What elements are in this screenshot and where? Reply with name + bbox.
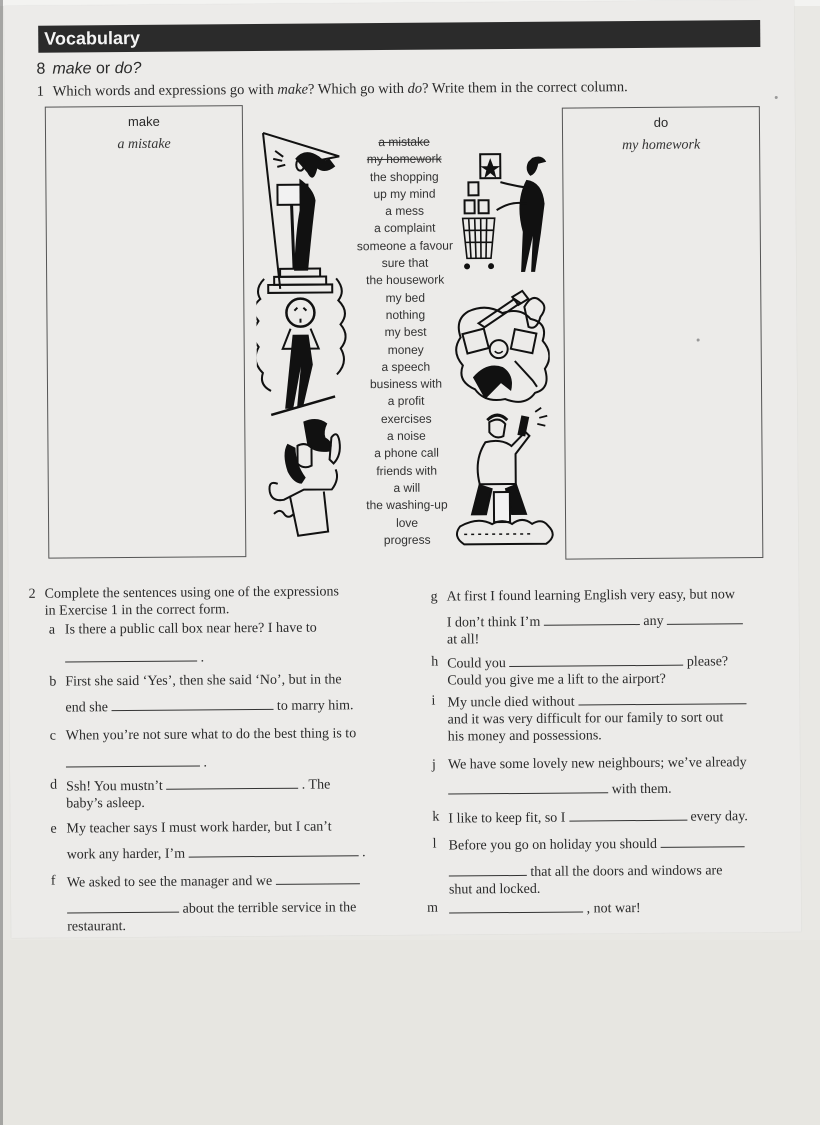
answer-blank-f2[interactable] xyxy=(67,899,179,914)
item-text: any xyxy=(643,613,664,629)
item-text: We asked to see the manager and we xyxy=(66,873,273,891)
expression-item[interactable]: nothing xyxy=(385,307,426,322)
item-text: his money and possessions. xyxy=(447,728,602,745)
item-label: a xyxy=(48,622,56,638)
expression-item[interactable]: my homework xyxy=(366,151,442,167)
item-label: l xyxy=(432,836,437,852)
item-text: shut and locked. xyxy=(448,881,541,898)
scan-speck xyxy=(697,339,700,342)
exercise-man-illustration xyxy=(449,402,560,553)
expression-word-list xyxy=(345,133,466,549)
expression-item[interactable]: a will xyxy=(393,480,421,495)
item-text: Is there a public call box near here? I have to xyxy=(64,620,317,638)
item-label: b xyxy=(49,674,57,690)
expression-item[interactable]: a mess xyxy=(385,203,425,219)
item-e xyxy=(50,818,366,863)
answer-blank-f1[interactable] xyxy=(276,870,360,885)
expression-item[interactable]: a phone call xyxy=(374,445,439,461)
item-i xyxy=(431,690,746,745)
item-text: My teacher says I must work harder, but I can’t xyxy=(66,819,332,837)
title-make: make xyxy=(52,60,92,78)
make-column-entry: a mistake xyxy=(117,136,171,153)
item-m xyxy=(427,898,641,919)
make-column-header: make xyxy=(127,113,160,130)
item-text: . xyxy=(362,845,366,861)
item-text: . The xyxy=(301,777,331,793)
item-text: I don’t think I’m xyxy=(446,614,541,631)
item-label: h xyxy=(431,654,439,670)
item-text: please? xyxy=(686,654,729,670)
item-text: about the terrible service in the xyxy=(182,900,357,917)
expression-item[interactable]: my best xyxy=(384,324,427,340)
exercise2-number: 2 xyxy=(28,586,36,602)
item-a xyxy=(48,620,317,668)
item-h xyxy=(431,651,729,689)
answer-blank-g2[interactable] xyxy=(667,610,743,625)
do-column-header: do xyxy=(653,114,669,130)
expression-item[interactable]: exercises xyxy=(380,411,432,426)
item-text: restaurant. xyxy=(67,919,126,935)
item-text: My uncle died without xyxy=(447,694,575,711)
answer-blank-k[interactable] xyxy=(569,807,687,822)
shopping-woman-illustration xyxy=(460,152,551,283)
expression-item[interactable]: a noise xyxy=(386,428,426,444)
item-text: that all the doors and windows are xyxy=(530,863,723,880)
item-label: j xyxy=(431,757,436,773)
instr-do: do xyxy=(407,80,423,97)
expression-item[interactable]: up my mind xyxy=(373,186,436,201)
expression-item[interactable]: the washing-up xyxy=(366,497,448,513)
exercise2-instruction xyxy=(28,583,340,619)
answer-blank-a[interactable] xyxy=(65,648,197,663)
item-text: end she xyxy=(65,700,108,716)
speech-podium-illustration xyxy=(255,128,347,419)
answer-blank-e[interactable] xyxy=(188,842,358,857)
answer-blank-d[interactable] xyxy=(166,775,298,790)
item-label: c xyxy=(49,728,57,744)
expression-item[interactable]: business with xyxy=(369,376,443,392)
instr-text: ? Write them in the correct column. xyxy=(422,79,628,97)
item-label: f xyxy=(50,873,56,889)
expression-item[interactable]: money xyxy=(387,342,424,357)
item-d xyxy=(50,774,331,812)
worksheet-page xyxy=(4,0,801,938)
item-j xyxy=(431,754,747,799)
item-text: , not war! xyxy=(586,901,641,917)
vocabulary-banner: Vocabulary xyxy=(38,20,760,53)
answer-blank-m[interactable] xyxy=(449,898,583,913)
expression-item[interactable]: the shopping xyxy=(369,169,439,184)
section-number: 8 xyxy=(36,60,46,78)
title-do: do? xyxy=(114,59,142,78)
item-text: At first I found learning English very easy, but now xyxy=(446,587,736,605)
item-text: every day. xyxy=(690,809,748,825)
answer-blank-b[interactable] xyxy=(111,696,273,711)
item-text: Could you give me a lift to the airport? xyxy=(447,671,666,689)
section-title xyxy=(36,60,141,79)
expression-item[interactable]: a profit xyxy=(387,394,425,409)
item-text: baby’s asleep. xyxy=(66,795,145,812)
answer-blank-c[interactable] xyxy=(66,752,200,767)
item-text: Could you xyxy=(447,656,506,672)
item-text: . xyxy=(203,755,208,771)
answer-blank-l1[interactable] xyxy=(660,833,744,848)
item-text: to marry him. xyxy=(276,698,354,714)
instr-text: ? Which go with xyxy=(307,80,408,98)
expression-item[interactable]: progress xyxy=(383,532,431,547)
item-g xyxy=(430,586,744,648)
do-column-entry: my homework xyxy=(621,137,701,154)
do-column-box[interactable] xyxy=(562,106,764,560)
item-b xyxy=(49,671,354,716)
expression-item[interactable]: my bed xyxy=(385,290,426,305)
instr-line: Complete the sentences using one of the expressions xyxy=(44,584,339,602)
instr-text: Which words and expressions go with xyxy=(52,81,278,100)
item-c xyxy=(49,725,357,772)
item-label: g xyxy=(430,589,438,605)
item-text: First she said ‘Yes’, then she said ‘No’, but in the xyxy=(65,672,342,690)
item-text: at all! xyxy=(446,632,480,648)
expression-item[interactable]: a complaint xyxy=(374,221,436,236)
item-label: k xyxy=(432,809,440,825)
scanner-bed-area xyxy=(0,940,820,1125)
expression-item[interactable]: a speech xyxy=(381,359,431,374)
item-k xyxy=(432,806,748,827)
exercise1-instruction xyxy=(37,79,628,101)
item-l xyxy=(432,833,745,898)
instr-make: make xyxy=(277,81,309,98)
make-column-box[interactable] xyxy=(45,105,247,559)
messy-housework-illustration xyxy=(454,287,550,418)
item-text: work any harder, I’m xyxy=(66,846,186,863)
item-text: I like to keep fit, so I xyxy=(448,810,566,827)
answer-blank-h[interactable] xyxy=(509,652,683,667)
item-label: i xyxy=(431,693,436,709)
phone-call-woman-illustration xyxy=(259,413,350,542)
item-text: Before you go on holiday you should xyxy=(448,836,658,854)
answer-blank-i[interactable] xyxy=(578,690,746,705)
item-text: and it was very difficult for our family to sort out xyxy=(447,710,724,728)
item-text: We have some lovely new neighbours; we’ve already xyxy=(447,755,747,773)
item-text: When you’re not sure what to do the best thing is to xyxy=(65,726,357,744)
item-text: Ssh! You mustn’t xyxy=(66,778,163,795)
item-label: d xyxy=(50,777,58,793)
expression-item[interactable]: the housework xyxy=(366,272,445,288)
item-f xyxy=(50,870,360,935)
instr-line: in Exercise 1 in the correct form. xyxy=(44,602,230,619)
item-text: with them. xyxy=(611,781,672,798)
exercise1-number: 1 xyxy=(36,83,44,100)
scan-speck xyxy=(775,96,778,99)
page-left-edge xyxy=(0,0,3,1125)
expression-item[interactable]: someone a favour xyxy=(356,238,453,254)
item-label: m xyxy=(427,900,439,916)
expression-item[interactable]: friends with xyxy=(376,463,438,478)
item-label: e xyxy=(50,821,57,837)
expression-item[interactable]: a mistake xyxy=(378,134,430,150)
expression-item[interactable]: love xyxy=(395,515,419,530)
title-or: or xyxy=(95,60,111,78)
expression-item[interactable]: sure that xyxy=(381,255,429,271)
answer-blank-l2[interactable] xyxy=(449,862,527,877)
answer-blank-g1[interactable] xyxy=(544,611,640,626)
answer-blank-j[interactable] xyxy=(448,779,608,794)
item-text: . xyxy=(200,650,205,666)
